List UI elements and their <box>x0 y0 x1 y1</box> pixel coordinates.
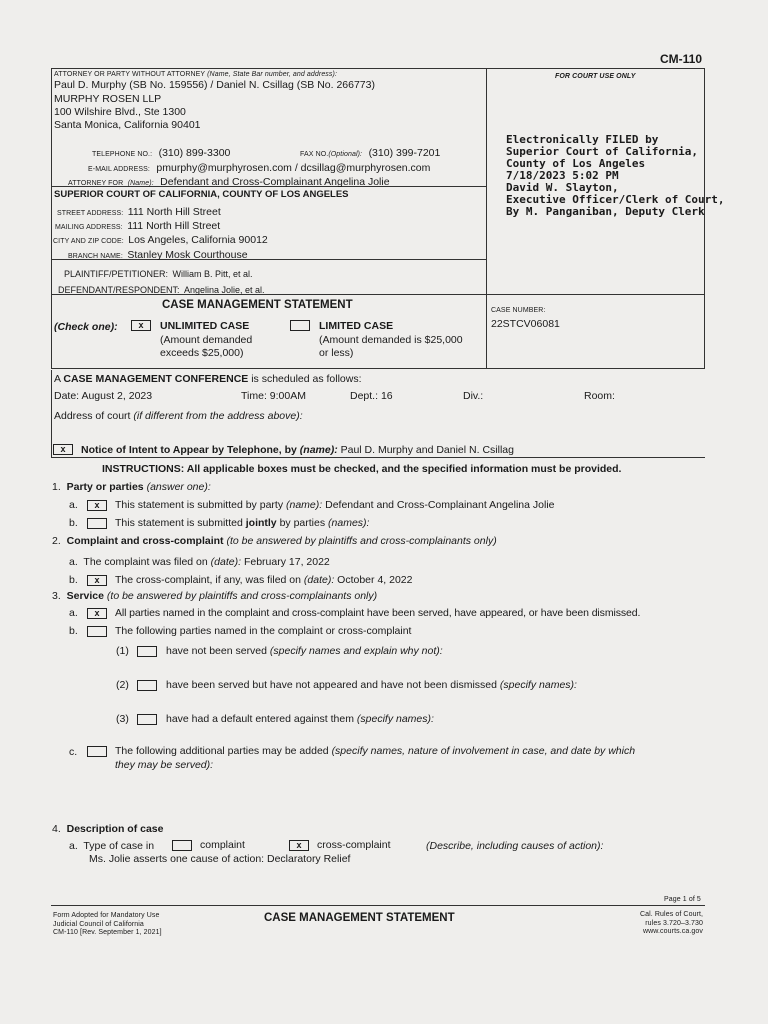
complaint-checkbox[interactable] <box>172 840 192 851</box>
section-1-heading: 1. Party or parties (answer one): <box>52 481 211 493</box>
section-3b1-checkbox[interactable] <box>137 646 157 657</box>
footer-right: Cal. Rules of Court, rules 3.720–3.730 www.courts.ca.gov <box>640 911 704 935</box>
conference-intro: A CASE MANAGEMENT CONFERENCE is scheduled as follows: <box>54 373 362 385</box>
footer-title: CASE MANAGEMENT STATEMENT <box>264 912 455 924</box>
plaintiff-row: PLAINTIFF/PETITIONER: William B. Pitt, et al. <box>64 269 253 279</box>
filing-stamp: Electronically FILED by Superior Court of California, County of Los Angeles 7/18/2023 5:02 PM David W. Slayton, Executive Officer/Clerk of Court, By M. Panganiban, Deputy Clerk <box>506 133 725 218</box>
telephone-appearance-checkbox[interactable]: x <box>53 444 73 455</box>
section-1b-letter: b. <box>69 517 78 529</box>
section-3b-letter: b. <box>69 625 78 637</box>
section-3b-text: The following parties named in the complaint or cross-complaint <box>115 625 412 637</box>
city-row: CITY AND ZIP CODE: Los Angeles, California 90012 <box>53 234 268 246</box>
instructions: INSTRUCTIONS: All applicable boxes must be checked, and the specified information must be provided. <box>102 463 622 475</box>
court-heading: SUPERIOR COURT OF CALIFORNIA, COUNTY OF LOS ANGELES <box>54 189 349 200</box>
conference-room-label: Room: <box>584 390 615 402</box>
section-3b1-num: (1) <box>116 645 129 657</box>
section-2-heading: 2. Complaint and cross-complaint (to be answered by plaintiffs and cross-complainants only) <box>52 535 497 547</box>
court-address-row: Address of court (if different from the address above): <box>54 410 303 422</box>
section-3b3-checkbox[interactable] <box>137 714 157 725</box>
section-1a-text: This statement is submitted by party (name): Defendant and Cross-Complainant Angelina Jolie <box>115 499 555 511</box>
defendant-row: DEFENDANT/RESPONDENT: Angelina Jolie, et al. <box>58 285 265 295</box>
telephone-row: TELEPHONE NO.: (310) 899-3300 <box>92 147 231 159</box>
attorney-names: Paul D. Murphy (SB No. 159556) / Daniel N. Csillag (SB No. 266773) <box>54 79 375 91</box>
section-1a-checkbox[interactable]: x <box>87 500 107 511</box>
section-3a-text: All parties named in the complaint and cross-complaint have been served, have appeared, or have been dismissed. <box>115 607 641 619</box>
firm-name: MURPHY ROSEN LLP <box>54 93 162 105</box>
limited-case-checkbox[interactable] <box>290 320 310 331</box>
form-id: CM-110 <box>660 52 703 66</box>
attorney-for-row: ATTORNEY FOR (Name): Defendant and Cross-Complainant Angelina Jolie <box>68 176 390 188</box>
conference-date: Date: August 2, 2023 <box>54 390 153 402</box>
section-2b-checkbox[interactable]: x <box>87 575 107 586</box>
street-row: STREET ADDRESS: 111 North Hill Street <box>57 206 221 218</box>
complaint-label: complaint <box>200 839 245 851</box>
attorney-address-2: Santa Monica, California 90401 <box>54 119 201 131</box>
unlimited-case-checkbox[interactable]: x <box>131 320 151 331</box>
mailing-row: MAILING ADDRESS: 111 North Hill Street <box>55 220 221 232</box>
branch-row: BRANCH NAME: Stanley Mosk Courthouse <box>68 249 248 261</box>
section-4a-text: a. Type of case in <box>69 840 155 852</box>
section-3-heading: 3. Service (to be answered by plaintiffs and cross-complainants only) <box>52 590 378 602</box>
case-number-label: CASE NUMBER: <box>491 307 546 314</box>
case-description: Ms. Jolie asserts one cause of action: Declaratory Relief <box>89 853 351 865</box>
section-4-heading: 4. Description of case <box>52 823 164 835</box>
section-3a-letter: a. <box>69 607 78 619</box>
section-3b2-text: have been served but have not appeared and have not been dismissed (specify names): <box>166 679 577 691</box>
conference-time: Time: 9:00AM <box>241 390 306 402</box>
section-3c-text: The following additional parties may be added (specify names, nature of involvement in case, and date by which <box>115 745 636 757</box>
conference-dept: Dept.: 16 <box>350 390 393 402</box>
telephone-appearance-text: Notice of Intent to Appear by Telephone, by (name): Paul D. Murphy and Daniel N. Csillag <box>81 444 514 456</box>
check-one-label: (Check one): <box>54 321 118 333</box>
conference-div-label: Div.: <box>463 390 484 402</box>
unlimited-note-1: (Amount demanded <box>160 334 253 346</box>
fax-row: FAX NO.(Optional): (310) 399-7201 <box>300 147 441 159</box>
section-3b3-text: have had a default entered against them (specify names): <box>166 713 434 725</box>
case-number: 22STCV06081 <box>491 318 560 330</box>
section-1b-checkbox[interactable] <box>87 518 107 529</box>
limited-note-2: or less) <box>319 347 354 359</box>
section-3c-letter: c. <box>69 746 78 758</box>
section-3b2-num: (2) <box>116 679 129 691</box>
section-3b1-text: have not been served (specify names and explain why not): <box>166 645 443 657</box>
court-use-label: FOR COURT USE ONLY <box>555 73 636 80</box>
section-3c-text-2: they may be served): <box>115 759 214 771</box>
statement-title: CASE MANAGEMENT STATEMENT <box>162 299 353 311</box>
section-2a-text: a. The complaint was filed on (date): February 17, 2022 <box>69 556 330 568</box>
section-2b-letter: b. <box>69 574 78 586</box>
attorney-label: ATTORNEY OR PARTY WITHOUT ATTORNEY (Name, State Bar number, and address): <box>54 71 337 78</box>
unlimited-case-label: UNLIMITED CASE <box>160 320 250 332</box>
limited-case-label: LIMITED CASE <box>319 320 394 332</box>
section-3a-checkbox[interactable]: x <box>87 608 107 619</box>
section-1a-letter: a. <box>69 499 78 511</box>
footer-left: Form Adopted for Mandatory Use Judicial Council of California CM-110 [Rev. September 1, 2021] <box>53 912 162 936</box>
unlimited-note-2: exceeds $25,000) <box>160 347 244 359</box>
section-3c-checkbox[interactable] <box>87 746 107 757</box>
section-3b2-checkbox[interactable] <box>137 680 157 691</box>
limited-note-1: (Amount demanded is $25,000 <box>319 334 463 346</box>
email-row: E-MAIL ADDRESS: pmurphy@murphyrosen.com / dcsillag@murphyrosen.com <box>88 162 431 174</box>
section-1b-text: This statement is submitted jointly by parties (names): <box>115 517 370 529</box>
cross-complaint-checkbox[interactable]: x <box>289 840 309 851</box>
attorney-address-1: 100 Wilshire Blvd., Ste 1300 <box>54 106 186 118</box>
describe-note: (Describe, including causes of action): <box>426 840 604 852</box>
section-3b3-num: (3) <box>116 713 129 725</box>
cross-complaint-label: cross-complaint <box>317 839 391 851</box>
section-2b-text: The cross-complaint, if any, was filed on (date): October 4, 2022 <box>115 574 413 586</box>
section-3b-checkbox[interactable] <box>87 626 107 637</box>
page-number: Page 1 of 5 <box>664 896 701 903</box>
